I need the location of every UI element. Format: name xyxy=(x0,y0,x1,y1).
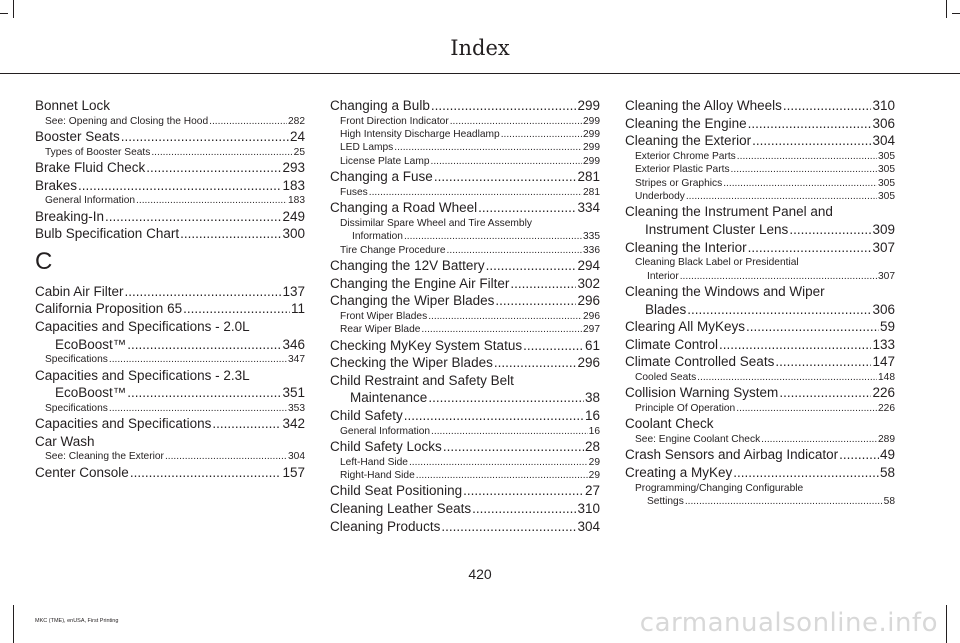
print-footer: MKC (TME), enUSA, First Printing xyxy=(35,618,119,624)
index-entry xyxy=(625,336,895,354)
index-subentry xyxy=(330,230,600,243)
crop-mark-top-left-v xyxy=(13,0,14,18)
entry-text: Rear Wiper Blade xyxy=(340,324,421,336)
entry-text: Crash Sensors and Airbag Indicator xyxy=(625,447,839,463)
entry-text: Bulb Specification Chart xyxy=(35,226,180,242)
entry-page-number: 310 xyxy=(872,98,895,113)
entry-page-number: 133 xyxy=(872,336,895,352)
section-letter: C xyxy=(35,247,53,275)
index-subentry xyxy=(35,194,305,207)
entry-page-number: 148 xyxy=(878,371,895,383)
entry-page-number: 16 xyxy=(584,408,600,423)
entry-text: Blades xyxy=(645,301,687,317)
entry-page-number: 281 xyxy=(583,186,600,198)
page-title: Index xyxy=(450,36,510,60)
entry-page-number: 58 xyxy=(879,464,895,480)
entry-text: Information xyxy=(352,231,403,243)
watermark: carmanualsonline.info xyxy=(639,608,938,638)
entry-text: Cooled Seats xyxy=(635,371,697,383)
entry-page-number: 27 xyxy=(584,483,600,499)
entry-text: Cleaning Black Label or Presidential xyxy=(635,257,799,269)
entry-text: Cleaning Leather Seats xyxy=(330,501,472,516)
dot-leader xyxy=(409,456,588,469)
entry-page-number: 294 xyxy=(577,258,600,274)
index-entry xyxy=(330,199,600,217)
index-entry xyxy=(330,354,600,372)
entry-text: See: Engine Coolant Check xyxy=(635,433,761,445)
entry-text: Capacities and Specifications - 2.3L xyxy=(35,367,250,383)
dot-leader xyxy=(752,132,871,150)
dot-leader xyxy=(697,371,877,384)
entry-page-number: 11 xyxy=(290,301,305,317)
index-entry xyxy=(35,384,305,402)
index-entry xyxy=(625,353,895,371)
dot-leader xyxy=(478,199,576,217)
entry-text: See: Opening and Closing the Hood xyxy=(45,115,209,127)
index-entry xyxy=(330,168,600,186)
entry-text: Cleaning the Windows and Wiper xyxy=(625,284,825,299)
entry-page-number: 304 xyxy=(288,451,305,463)
entry-page-number: 336 xyxy=(583,244,600,256)
dot-leader xyxy=(443,438,584,456)
index-subentry xyxy=(625,150,895,163)
entry-text: Booster Seats xyxy=(35,129,120,144)
index-entry xyxy=(35,318,305,336)
index-subentry xyxy=(330,323,600,336)
dot-leader xyxy=(183,300,290,318)
dot-leader xyxy=(839,446,879,464)
dot-leader xyxy=(501,128,582,141)
crop-mark-top-left-h xyxy=(0,13,8,14)
index-column-2 xyxy=(330,97,600,535)
index-entry xyxy=(330,438,600,456)
dot-leader xyxy=(105,208,281,226)
entry-text: Changing the 12V Battery xyxy=(330,258,485,274)
entry-text: Cleaning Products xyxy=(330,518,441,534)
dot-leader xyxy=(731,163,877,176)
index-subentry xyxy=(35,402,305,415)
entry-text: Specifications xyxy=(45,402,108,414)
index-entry xyxy=(35,97,305,115)
index-entry xyxy=(35,300,305,318)
entry-page-number: 29 xyxy=(588,456,600,468)
entry-page-number: 309 xyxy=(872,222,895,237)
index-entry xyxy=(625,97,895,115)
index-entry xyxy=(330,518,600,536)
entry-page-number: 299 xyxy=(577,98,600,113)
entry-text: Maintenance xyxy=(350,390,428,406)
entry-text: Cabin Air Filter xyxy=(35,283,124,299)
entry-page-number: 335 xyxy=(583,231,600,243)
entry-text: High Intensity Discharge Headlamp xyxy=(340,129,500,140)
index-entry xyxy=(625,115,895,133)
entry-page-number: 351 xyxy=(282,385,305,401)
entry-page-number: 297 xyxy=(583,324,600,336)
dot-leader xyxy=(127,384,281,402)
dot-leader xyxy=(733,464,879,482)
dot-leader xyxy=(523,337,584,355)
dot-leader xyxy=(775,353,871,371)
entry-page-number: 157 xyxy=(282,464,305,480)
entry-text: Climate Controlled Seats xyxy=(625,354,775,370)
dot-leader xyxy=(748,239,872,257)
dot-leader xyxy=(394,141,582,154)
crop-mark-bottom-right-v xyxy=(946,605,947,643)
dot-leader xyxy=(369,186,582,199)
index-column-1 xyxy=(35,97,305,481)
entry-text: Child Safety xyxy=(330,408,403,423)
entry-page-number: 296 xyxy=(583,310,600,322)
entry-text: Checking MyKey System Status xyxy=(330,337,523,353)
index-entry xyxy=(35,208,305,226)
dot-leader xyxy=(779,384,871,402)
entry-text: Front Direction Indicator xyxy=(340,115,449,127)
dot-leader xyxy=(165,450,287,463)
crop-mark-top-right-h xyxy=(952,13,960,14)
entry-page-number: 342 xyxy=(282,416,305,432)
index-subentry xyxy=(330,155,600,168)
entry-page-number: 282 xyxy=(288,115,305,127)
entry-page-number: 24 xyxy=(289,129,305,144)
entry-text: Brakes xyxy=(35,177,78,193)
index-entry xyxy=(330,257,600,275)
entry-text: Changing the Wiper Blades xyxy=(330,293,495,309)
index-subentry xyxy=(35,146,305,159)
entry-page-number: 137 xyxy=(282,283,305,299)
index-subentry xyxy=(330,456,600,469)
index-entry xyxy=(35,225,305,243)
dot-leader xyxy=(125,283,282,301)
entry-text: License Plate Lamp xyxy=(340,155,430,167)
entry-page-number: 61 xyxy=(584,337,600,353)
entry-page-number: 226 xyxy=(878,402,895,414)
dot-leader xyxy=(719,336,871,354)
index-entry xyxy=(35,415,305,433)
dot-leader xyxy=(510,275,576,293)
entry-text: Tire Change Procedure xyxy=(340,244,446,256)
entry-page-number: 304 xyxy=(577,518,600,534)
index-entry xyxy=(625,301,895,319)
entry-page-number: 183 xyxy=(288,195,305,207)
entry-page-number: 304 xyxy=(872,133,895,149)
entry-page-number: 307 xyxy=(872,239,895,255)
entry-text: Right-Hand Side xyxy=(340,470,415,481)
entry-page-number: 29 xyxy=(588,470,600,481)
index-entry xyxy=(35,159,305,177)
entry-text: Child Safety Locks xyxy=(330,439,442,454)
entry-page-number: 296 xyxy=(577,355,600,371)
entry-text: Bonnet Lock xyxy=(35,98,111,113)
index-entry xyxy=(330,500,600,518)
entry-page-number: 147 xyxy=(872,354,895,370)
entry-page-number: 59 xyxy=(879,319,895,335)
dot-leader xyxy=(685,495,883,508)
dot-leader xyxy=(447,244,582,257)
index-entry xyxy=(625,464,895,482)
dot-leader xyxy=(151,146,292,159)
entry-text: EcoBoost™ xyxy=(55,385,127,401)
index-subentry xyxy=(330,128,600,141)
entry-text: Programming/Changing Configurable xyxy=(635,482,804,494)
entry-page-number: 299 xyxy=(583,115,600,127)
entry-text: Capacities and Specifications xyxy=(35,416,212,432)
dot-leader xyxy=(404,230,582,243)
dot-leader xyxy=(180,225,281,243)
entry-page-number: 296 xyxy=(577,293,600,309)
index-entry xyxy=(35,433,305,451)
dot-leader xyxy=(450,115,582,128)
dot-leader xyxy=(430,155,582,168)
index-entry xyxy=(625,415,895,433)
index-entry xyxy=(330,482,600,500)
entry-text: Car Wash xyxy=(35,433,95,449)
index-subentry xyxy=(625,177,895,190)
entry-text: Climate Control xyxy=(625,336,719,352)
entry-page-number: 305 xyxy=(878,191,895,202)
index-subentry xyxy=(330,469,600,482)
index-subentry xyxy=(625,190,895,203)
entry-text: Interior xyxy=(647,270,679,282)
index-subentry xyxy=(625,482,895,495)
crop-mark-top-right-v xyxy=(946,0,947,18)
crop-mark-bottom-left-v xyxy=(13,605,14,643)
entry-page-number: 49 xyxy=(879,447,895,463)
dot-leader xyxy=(495,292,576,310)
dot-leader xyxy=(136,194,287,207)
dot-leader xyxy=(404,407,584,425)
entry-text: Fuses xyxy=(340,186,368,198)
dot-leader xyxy=(434,168,577,186)
index-entry xyxy=(625,384,895,402)
entry-page-number: 310 xyxy=(577,501,600,516)
index-entry xyxy=(625,132,895,150)
dot-leader xyxy=(421,323,582,336)
index-subentry xyxy=(330,425,600,438)
entry-text: Cleaning the Instrument Panel and xyxy=(625,204,833,220)
entry-text: Specifications xyxy=(45,354,108,366)
entry-text: Brake Fluid Check xyxy=(35,160,146,175)
index-entry xyxy=(330,337,600,355)
dot-leader xyxy=(748,115,872,133)
entry-text: Changing a Fuse xyxy=(330,169,433,185)
dot-leader xyxy=(789,221,871,239)
entry-text: Child Seat Positioning xyxy=(330,483,463,499)
entry-text: Underbody xyxy=(635,191,685,202)
index-entry xyxy=(330,275,600,293)
entry-page-number: 293 xyxy=(282,160,305,175)
entry-page-number: 281 xyxy=(577,169,600,185)
dot-leader xyxy=(121,128,289,146)
index-subentry xyxy=(625,371,895,384)
index-entry xyxy=(625,203,895,221)
entry-page-number: 347 xyxy=(288,354,305,366)
index-subentry xyxy=(625,270,895,283)
entry-text: Capacities and Specifications - 2.0L xyxy=(35,318,250,334)
dot-leader xyxy=(212,415,281,433)
dot-leader xyxy=(127,336,281,354)
dot-leader xyxy=(109,402,287,415)
entry-text: Exterior Chrome Parts xyxy=(635,150,736,162)
entry-page-number: 299 xyxy=(583,142,600,154)
entry-page-number: 353 xyxy=(288,402,305,414)
index-subentry xyxy=(35,115,305,128)
entry-text: Cleaning the Exterior xyxy=(625,133,752,149)
index-entry xyxy=(35,367,305,385)
index-entry xyxy=(35,336,305,354)
entry-text: Left-Hand Side xyxy=(340,456,408,468)
entry-text: Changing a Road Wheel xyxy=(330,200,478,216)
index-subentry xyxy=(35,353,305,366)
entry-text: Checking the Wiper Blades xyxy=(330,355,493,371)
index-entry xyxy=(330,97,600,115)
index-subentry xyxy=(330,186,600,199)
entry-text: Cleaning the Alloy Wheels xyxy=(625,98,782,113)
entry-text: Front Wiper Blades xyxy=(340,310,428,322)
index-entry xyxy=(625,283,895,301)
index-entry xyxy=(330,372,600,390)
entry-text: Changing a Bulb xyxy=(330,98,430,113)
index-subentry xyxy=(330,115,600,128)
entry-text: California Proposition 65 xyxy=(35,301,183,317)
dot-leader xyxy=(78,177,281,195)
index-entry xyxy=(625,446,895,464)
index-entry xyxy=(35,464,305,482)
index-entry xyxy=(35,177,305,195)
entry-text: General Information xyxy=(45,195,136,207)
entry-text: Instrument Cluster Lens xyxy=(645,222,789,237)
entry-page-number: 305 xyxy=(878,150,895,162)
index-subentry xyxy=(330,310,600,323)
index-subentry xyxy=(35,450,305,463)
entry-text: Cleaning the Engine xyxy=(625,115,747,131)
entry-text: General Information xyxy=(340,425,431,437)
dot-leader xyxy=(687,301,871,319)
entry-page-number: 305 xyxy=(878,177,895,189)
entry-text: Collision Warning System xyxy=(625,385,779,401)
index-subentry xyxy=(330,244,600,257)
index-entry xyxy=(625,318,895,336)
dot-leader xyxy=(431,97,577,115)
entry-page-number: 183 xyxy=(282,177,305,193)
dot-leader xyxy=(494,354,577,372)
dot-leader xyxy=(746,318,879,336)
entry-text: LED Lamps xyxy=(340,142,394,154)
entry-page-number: 38 xyxy=(584,390,600,406)
dot-leader xyxy=(109,353,287,366)
dot-leader xyxy=(441,518,576,536)
entry-text: Center Console xyxy=(35,464,129,480)
entry-text: Types of Booster Seats xyxy=(45,146,151,158)
dot-leader xyxy=(783,97,872,115)
index-subentry xyxy=(625,163,895,176)
dot-leader xyxy=(472,500,576,518)
dot-leader xyxy=(130,464,282,482)
index-entry xyxy=(330,292,600,310)
entry-text: Coolant Check xyxy=(625,416,714,432)
entry-page-number: 226 xyxy=(872,385,895,401)
entry-page-number: 306 xyxy=(872,301,895,317)
page-number: 420 xyxy=(468,566,492,582)
entry-text: Cleaning the Interior xyxy=(625,239,747,255)
index-subentry xyxy=(330,141,600,154)
entry-page-number: 307 xyxy=(878,270,895,282)
entry-text: Stripes or Graphics xyxy=(635,177,723,189)
entry-page-number: 58 xyxy=(883,495,895,507)
entry-text: Breaking-In xyxy=(35,208,105,224)
dot-leader xyxy=(428,310,582,323)
entry-page-number: 300 xyxy=(282,226,305,242)
entry-text: Clearing All MyKeys xyxy=(625,319,746,335)
dot-leader xyxy=(146,159,281,177)
index-entry xyxy=(35,128,305,146)
entry-page-number: 28 xyxy=(584,439,600,454)
dot-leader xyxy=(428,389,584,407)
index-subentry xyxy=(625,256,895,269)
index-subentry xyxy=(625,495,895,508)
index-column-3 xyxy=(625,97,895,508)
entry-page-number: 334 xyxy=(577,200,600,216)
dot-leader xyxy=(686,190,877,203)
entry-page-number: 249 xyxy=(282,208,305,224)
entry-page-number: 289 xyxy=(878,433,895,445)
header-divider xyxy=(0,73,960,74)
dot-leader xyxy=(680,270,877,283)
index-entry xyxy=(625,221,895,239)
dot-leader xyxy=(723,177,877,190)
entry-page-number: 346 xyxy=(282,336,305,352)
entry-text: Principle Of Operation xyxy=(635,402,736,414)
entry-page-number: 299 xyxy=(583,155,600,167)
dot-leader xyxy=(431,425,588,438)
index-subentry xyxy=(625,433,895,446)
entry-text: Dissimilar Spare Wheel and Tire Assembly xyxy=(340,217,532,229)
dot-leader xyxy=(463,482,584,500)
index-subentry xyxy=(330,217,600,230)
entry-text: Settings xyxy=(647,495,684,507)
entry-text: EcoBoost™ xyxy=(55,336,127,352)
index-entry xyxy=(35,283,305,301)
entry-text: See: Cleaning the Exterior xyxy=(45,451,164,463)
dot-leader xyxy=(486,257,577,275)
entry-page-number: 25 xyxy=(293,146,305,158)
index-subentry xyxy=(625,402,895,415)
index-entry xyxy=(625,239,895,257)
entry-text: Creating a MyKey xyxy=(625,464,733,480)
index-entry xyxy=(330,389,600,407)
dot-leader xyxy=(737,150,877,163)
dot-leader xyxy=(761,433,877,446)
entry-page-number: 306 xyxy=(872,115,895,131)
entry-text: Changing the Engine Air Filter xyxy=(330,275,510,291)
entry-page-number: 16 xyxy=(588,425,600,437)
entry-text: Child Restraint and Safety Belt xyxy=(330,372,514,388)
entry-page-number: 302 xyxy=(577,275,600,291)
index-entry xyxy=(330,407,600,425)
dot-leader xyxy=(416,469,588,482)
entry-page-number: 299 xyxy=(583,129,600,140)
entry-text: Exterior Plastic Parts xyxy=(635,164,730,176)
dot-leader xyxy=(736,402,877,415)
entry-page-number: 305 xyxy=(878,164,895,176)
dot-leader xyxy=(209,115,287,128)
